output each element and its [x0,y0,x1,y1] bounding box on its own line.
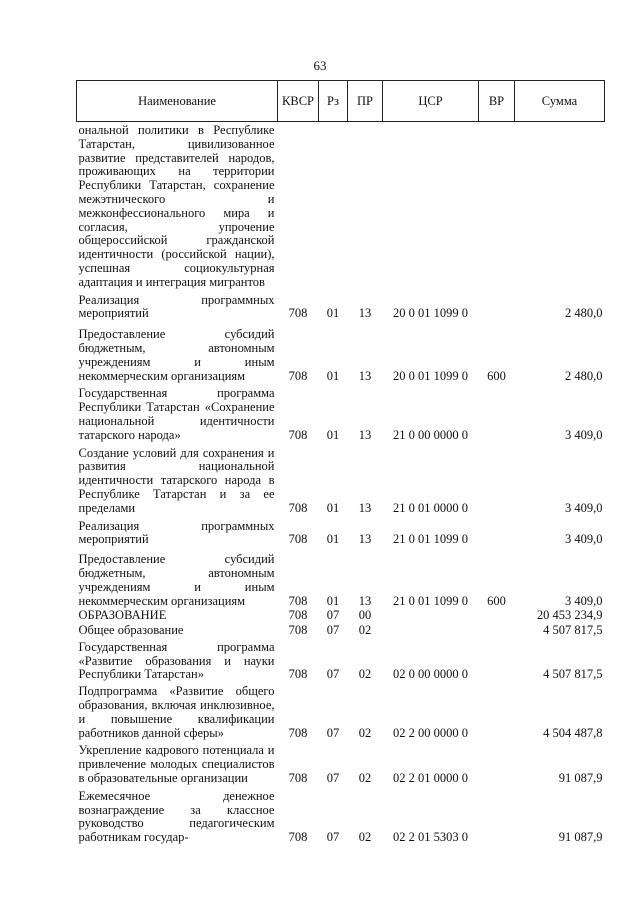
row-kvsr: 708 [288,368,308,383]
row-csr: 02 0 00 0000 0 [393,667,468,682]
row-rz: 07 [326,725,340,740]
row-name: Государственная программа Республики Татарстан «Сохранение национальной идентичности татарского народа» [78,386,275,442]
row-pr: 13 [358,306,372,321]
row-rz: 01 [326,368,340,383]
table-row [77,291,605,323]
row-kvsr: 708 [288,532,308,547]
row-name: ОБРАЗОВАНИЕ [78,608,167,623]
table-row [77,639,605,683]
row-csr: 02 2 01 0000 0 [393,771,468,786]
row-name: ональной политики в Республике Татарстан, цивилизованное развитие представителей народов, проживающих на территории Республики Татарстан, сохранение межэтнического и межконфессионального мира и согласия, упрочение общероссийской гражданской идентичности (российской нации), успешная социокультурная адаптация и интеграция мигрантов [78,123,275,289]
row-pr: 13 [358,593,372,608]
row-rz: 01 [326,532,340,547]
row-vr [479,741,515,786]
table-body [77,122,605,847]
row-pr: 02 [358,667,372,682]
row-vr [479,683,515,741]
table-row [77,322,605,384]
table-row [77,548,605,609]
row-sum: 3 409,0 [565,500,603,515]
row-csr: 02 2 00 0000 0 [393,725,468,740]
row-vr [479,787,515,846]
row-pr: 13 [358,368,372,383]
row-kvsr: 708 [288,725,308,740]
header-name: Наименование [77,81,278,122]
row-pr [348,122,383,291]
row-name: Общее образование [78,623,184,638]
row-csr: 21 0 01 0000 0 [393,500,468,515]
row-pr: 02 [358,771,372,786]
row-kvsr: 708 [288,830,308,845]
row-rz: 01 [326,427,340,442]
header-rz: Рз [319,81,348,122]
row-rz: 07 [326,667,340,682]
table-row [77,122,605,291]
row-name: Предоставление субсидий бюджетным, автономным учреждениям и иным некоммерческим организациям [78,552,275,608]
table-row [77,787,605,846]
row-csr [383,609,479,624]
row-rz [319,122,348,291]
budget-table [76,80,605,846]
row-sum: 91 087,9 [558,830,603,845]
header-csr: ЦСР [383,81,479,122]
row-rz: 01 [326,306,340,321]
row-vr: 600 [487,593,506,608]
header-kvsr: КВСР [278,81,319,122]
row-vr [479,639,515,683]
row-kvsr: 708 [288,427,308,442]
row-pr: 02 [358,830,372,845]
row-rz: 07 [326,608,340,623]
row-kvsr: 708 [288,593,308,608]
row-csr: 20 0 01 1099 0 [393,306,468,321]
row-name: Создание условий для сохранения и развития национальной идентичности татарского народа в Республике Татарстан и за ее пределами [78,445,275,515]
row-sum: 4 507 817,5 [543,667,603,682]
table-row [77,609,605,624]
row-csr: 02 2 01 5303 0 [393,830,468,845]
row-vr [479,122,515,291]
header-vr: ВР [479,81,515,122]
row-pr: 13 [358,532,372,547]
row-csr: 21 0 01 1099 0 [393,532,468,547]
row-vr [479,517,515,549]
row-vr [479,609,515,624]
row-sum: 3 409,0 [565,532,603,547]
table-row [77,683,605,741]
row-csr: 20 0 01 1099 0 [393,368,468,383]
row-kvsr: 708 [288,306,308,321]
row-rz: 01 [326,593,340,608]
row-vr [479,624,515,639]
row-name: Ежемесячное денежное вознаграждение за классное руководство педагогическим работникам государ- [78,788,275,845]
row-csr: 21 0 01 1099 0 [393,593,468,608]
header-pr: ПР [348,81,383,122]
table-row [77,384,605,443]
row-sum: 4 504 487,8 [543,725,603,740]
row-sum [515,122,605,291]
row-name: Подпрограмма «Развитие общего образования, включая инклюзивное, и повышение квалификации работников данной сферы» [78,684,275,740]
row-sum: 3 409,0 [565,593,603,608]
row-name: Предоставление субсидий бюджетным, автономным учреждениям и иным некоммерческим организациям [78,327,275,383]
table-header-row [77,81,605,122]
row-pr: 02 [358,725,372,740]
page-number: 63 [313,58,327,73]
table-row [77,444,605,517]
row-name: Государственная программа «Развитие образования и науки Республики Татарстан» [78,639,275,682]
row-kvsr [278,122,319,291]
row-vr [479,384,515,443]
row-name: Реализация программных мероприятий [78,292,275,321]
row-sum: 91 087,9 [558,771,603,786]
row-csr [383,122,479,291]
row-vr: 600 [487,368,506,383]
row-pr: 13 [358,427,372,442]
table-row [77,517,605,549]
row-name: Реализация программных мероприятий [78,518,275,547]
row-csr [383,624,479,639]
row-pr: 02 [358,623,372,638]
row-pr: 00 [358,608,372,623]
row-sum: 4 507 817,5 [543,623,603,638]
row-kvsr: 708 [288,608,308,623]
row-vr [479,291,515,323]
row-rz: 07 [326,830,340,845]
row-vr [479,444,515,517]
row-kvsr: 708 [288,500,308,515]
row-rz: 07 [326,623,340,638]
row-kvsr: 708 [288,667,308,682]
row-kvsr: 708 [288,623,308,638]
row-sum: 2 480,0 [565,306,603,321]
row-kvsr: 708 [288,771,308,786]
row-rz: 07 [326,771,340,786]
row-sum: 20 453 234,9 [536,608,603,623]
row-name: Укрепление кадрового потенциала и привлечение молодых специалистов в образовательные организации [78,743,275,786]
header-sum: Сумма [515,81,605,122]
row-rz: 01 [326,500,340,515]
table-row [77,741,605,786]
table-row [77,624,605,639]
row-sum: 3 409,0 [565,427,603,442]
row-pr: 13 [358,500,372,515]
row-csr: 21 0 00 0000 0 [393,427,468,442]
row-sum: 2 480,0 [565,368,603,383]
